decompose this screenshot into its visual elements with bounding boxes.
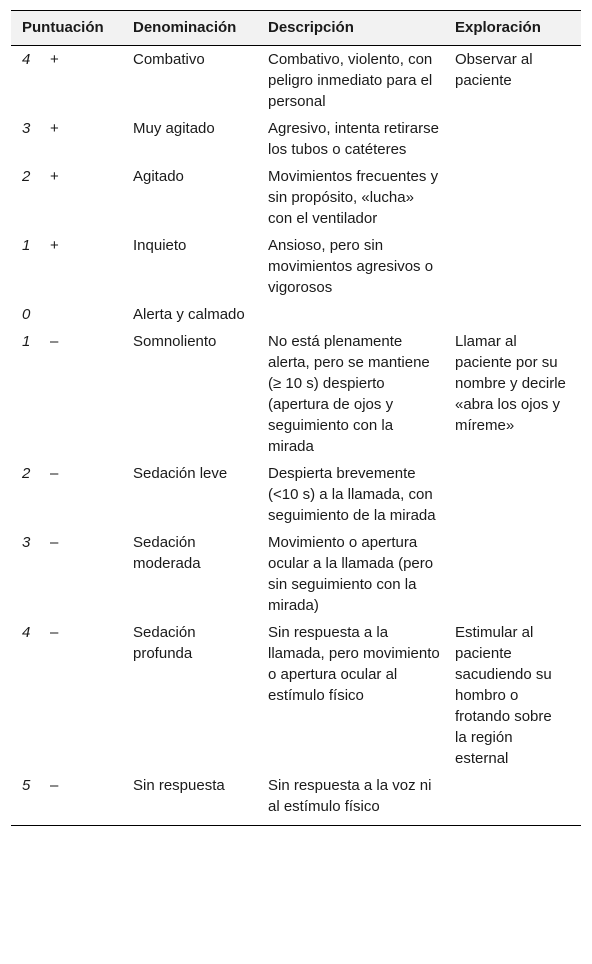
exploracion-text: Llamar al paciente por su nombre y decirle «abra los ojos y míreme» <box>455 333 566 434</box>
denominacion-cell <box>133 460 268 529</box>
descripcion-cell <box>268 46 455 116</box>
denominacion-text: Inquieto <box>133 237 187 254</box>
denominacion-cell <box>133 328 268 460</box>
score-value: 3 <box>22 534 31 551</box>
descripcion-text: Sin respuesta a la llamada, pero movimiento o apertura ocular al estímulo físico <box>268 624 440 704</box>
score-sign: – <box>50 534 59 551</box>
denominacion-text: Combativo <box>133 51 205 68</box>
denominacion-cell <box>133 772 268 826</box>
table-row <box>11 163 581 232</box>
score-value: 4 <box>22 624 31 641</box>
score-cell <box>11 115 133 163</box>
table-row <box>11 301 581 328</box>
exploracion-cell <box>455 301 581 328</box>
score-cell <box>11 619 133 772</box>
header-denominacion: Denominación <box>133 11 268 46</box>
header-descripcion: Descripción <box>268 11 455 46</box>
denominacion-cell <box>133 163 268 232</box>
denominacion-text: Sedación profunda <box>133 624 196 662</box>
table-row <box>11 619 581 772</box>
descripcion-text: Agresivo, intenta retirarse los tubos o catéteres <box>268 120 439 158</box>
table-row <box>11 115 581 163</box>
header-row <box>11 11 581 46</box>
descripcion-cell <box>268 619 455 772</box>
exploracion-cell <box>455 529 581 619</box>
exploracion-cell <box>455 460 581 529</box>
denominacion-text: Somnoliento <box>133 333 217 350</box>
table-row <box>11 328 581 460</box>
descripcion-cell <box>268 115 455 163</box>
descripcion-text: Despierta brevemente (<10 s) a la llamada, con seguimiento de la mirada <box>268 465 436 524</box>
descripcion-cell <box>268 460 455 529</box>
score-sign: – <box>50 777 59 794</box>
score-sign: – <box>50 465 59 482</box>
descripcion-text: Sin respuesta a la voz ni al estímulo físico <box>268 777 432 815</box>
header-puntuacion: Puntuación <box>11 11 133 46</box>
header-exploracion: Exploración <box>455 11 581 46</box>
rass-table-container <box>11 10 581 826</box>
descripcion-text: Movimiento o apertura ocular a la llamada (pero sin seguimiento con la mirada) <box>268 534 434 614</box>
score-cell <box>11 163 133 232</box>
score-value: 2 <box>22 465 31 482</box>
score-value: 2 <box>22 168 31 185</box>
denominacion-cell <box>133 529 268 619</box>
exploracion-cell <box>455 46 581 116</box>
denominacion-cell <box>133 301 268 328</box>
score-cell <box>11 301 133 328</box>
score-cell <box>11 232 133 301</box>
table-row <box>11 46 581 116</box>
score-sign: + <box>50 120 59 137</box>
score-sign: + <box>50 51 59 68</box>
score-sign: – <box>50 333 59 350</box>
exploracion-cell <box>455 232 581 301</box>
denominacion-cell <box>133 46 268 116</box>
table-row <box>11 460 581 529</box>
sedation-scale-table <box>11 10 581 826</box>
score-cell <box>11 529 133 619</box>
denominacion-text: Muy agitado <box>133 120 215 137</box>
exploracion-text: Observar al paciente <box>455 51 533 89</box>
descripcion-cell <box>268 163 455 232</box>
exploracion-text: Estimular al paciente sacudiendo su hombro o frotando sobre la región esternal <box>455 624 552 767</box>
descripcion-text: Movimientos frecuentes y sin propósito, «lucha» con el ventilador <box>268 168 439 227</box>
descripcion-text: No está plenamente alerta, pero se mantiene (≥ 10 s) despierto (apertura de ojos y seguimiento con la mirada <box>268 333 430 455</box>
denominacion-cell <box>133 232 268 301</box>
denominacion-cell <box>133 115 268 163</box>
score-sign: + <box>50 168 59 185</box>
score-value: 3 <box>22 120 31 137</box>
descripcion-cell <box>268 232 455 301</box>
denominacion-text: Sedación moderada <box>133 534 201 572</box>
table-row <box>11 232 581 301</box>
exploracion-cell <box>455 328 581 460</box>
score-cell <box>11 772 133 826</box>
descripcion-cell <box>268 529 455 619</box>
table-row <box>11 529 581 619</box>
denominacion-text: Alerta y calmado <box>133 306 245 323</box>
score-value: 1 <box>22 237 31 254</box>
score-cell <box>11 328 133 460</box>
score-value: 0 <box>22 306 31 323</box>
score-sign: – <box>50 624 59 641</box>
denominacion-text: Sin respuesta <box>133 777 225 794</box>
denominacion-cell <box>133 619 268 772</box>
descripcion-text: Ansioso, pero sin movimientos agresivos o vigorosos <box>268 237 434 296</box>
exploracion-cell <box>455 115 581 163</box>
exploracion-cell <box>455 163 581 232</box>
descripcion-text: Combativo, violento, con peligro inmediato para el personal <box>268 51 433 110</box>
score-cell <box>11 46 133 116</box>
descripcion-cell <box>268 301 455 328</box>
denominacion-text: Sedación leve <box>133 465 228 482</box>
score-cell <box>11 460 133 529</box>
descripcion-cell <box>268 328 455 460</box>
exploracion-cell <box>455 619 581 772</box>
score-value: 5 <box>22 777 31 794</box>
score-value: 4 <box>22 51 31 68</box>
score-sign: + <box>50 237 59 254</box>
score-value: 1 <box>22 333 31 350</box>
exploracion-cell <box>455 772 581 826</box>
descripcion-cell <box>268 772 455 826</box>
table-body <box>11 46 581 826</box>
table-header <box>11 11 581 46</box>
table-row <box>11 772 581 826</box>
denominacion-text: Agitado <box>133 168 184 185</box>
